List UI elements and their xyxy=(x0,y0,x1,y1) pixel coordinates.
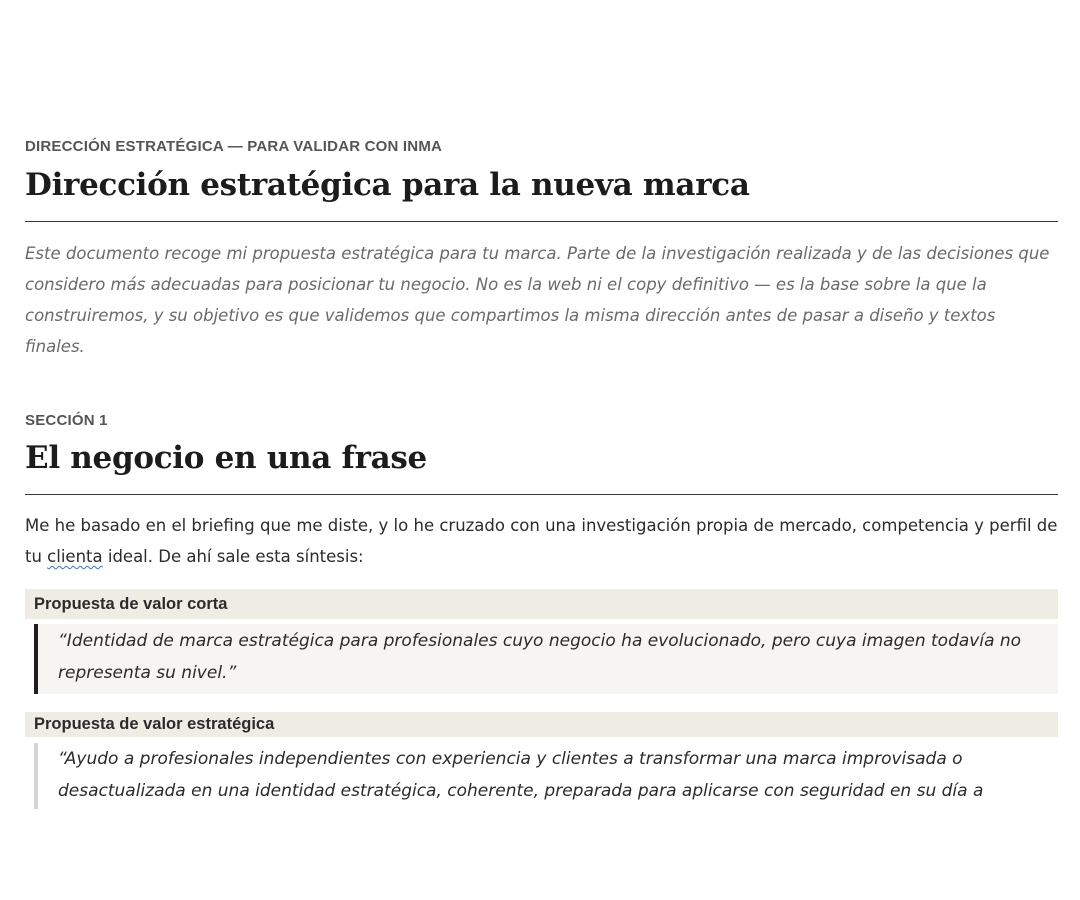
value-prop-short-quote: “Identidad de marca estratégica para profesionales cuyo negocio ha evolucionado, pero cuya imagen todavía no representa su nivel.” xyxy=(34,624,1058,694)
section-title: El negocio en una frase xyxy=(25,440,427,476)
document-title: Dirección estratégica para la nueva marca xyxy=(25,167,750,203)
intro-paragraph: Este documento recoge mi propuesta estratégica para tu marca. Parte de la investigación realizada y de las decisiones que considero más adecuadas para posicionar tu negocio. No es la web ni el copy definitivo — es la base sobre la que la construiremos, y su objetivo es que validemos que compartimos la misma dirección antes de pasar a diseño y textos finales. xyxy=(25,244,1050,356)
section-divider xyxy=(25,494,1058,495)
spellcheck-flagged-word[interactable]: clienta xyxy=(47,547,103,566)
section-eyebrow: SECCIÓN 1 xyxy=(25,412,108,429)
section-body-end: ideal. De ahí sale esta síntesis: xyxy=(102,547,364,566)
section-body-start: Me he basado en el briefing que me diste, y lo he cruzado con una investigación propia de mercado, competencia y perfil de tu xyxy=(25,516,1058,566)
section-body xyxy=(25,510,1058,572)
title-divider xyxy=(25,221,1058,222)
value-prop-strategic-label: Propuesta de valor estratégica xyxy=(25,712,1058,737)
value-prop-strategic-quote: “Ayudo a profesionales independientes con experiencia y clientes a transformar una marca improvisada o desactualizada en una identidad estratégica, coherente, preparada para aplicarse con seguridad en su día a xyxy=(34,743,1058,809)
value-prop-short-label: Propuesta de valor corta xyxy=(25,589,1058,619)
document-eyebrow: DIRECCIÓN ESTRATÉGICA — PARA VALIDAR CON INMA xyxy=(25,138,443,155)
